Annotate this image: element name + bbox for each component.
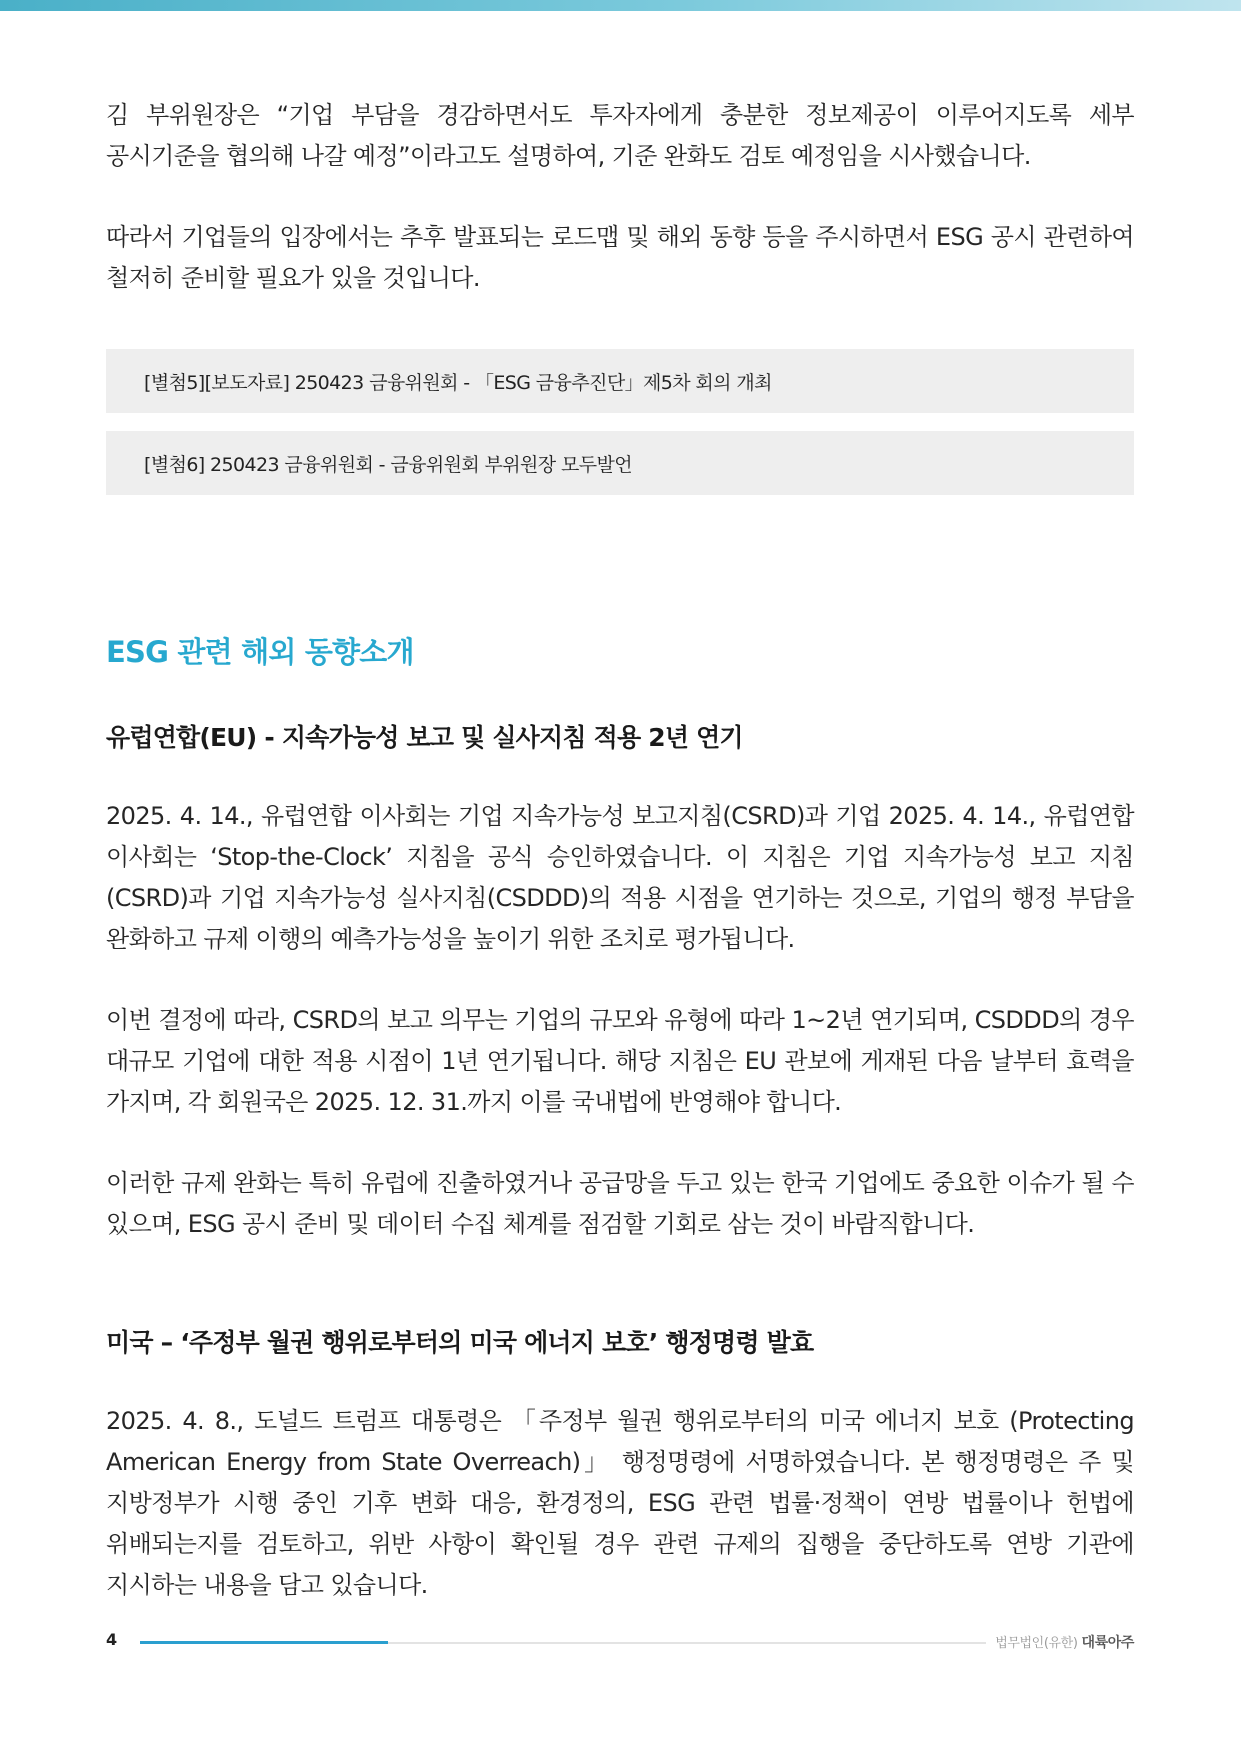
eu-paragraph-3: 이러한 규제 완화는 특히 유럽에 진출하였거나 공급망을 두고 있는 한국 기업에도 중요한 이슈가 될 수 있으며, ESG 공시 준비 및 데이터 수집 체계를 점검할 기회로 삼는 것이 바람직합니다.: [106, 1169, 1134, 1238]
firm-name: [995, 1632, 1134, 1652]
intro-paragraph-2: 따라서 기업들의 입장에서는 추후 발표되는 로드맵 및 해외 동향 등을 주시하면서 ESG 공시 관련하여 철저히 준비할 필요가 있을 것입니다.: [106, 223, 1134, 292]
footer-divider-accent: [140, 1641, 388, 1644]
intro-paragraph-1: 김 부위원장은 “기업 부담을 경감하면서도 투자자에게 충분한 정보제공이 이루어지도록 세부 공시기준을 협의해 나갈 예정”이라고도 설명하여, 기준 완화도 검토 예정임을 시사했습니다.: [106, 101, 1134, 170]
eu-paragraph-2: 이번 결정에 따라, CSRD의 보고 의무는 기업의 규모와 유형에 따라 1~2년 연기되며, CSDDD의 경우 대규모 기업에 대한 적용 시점이 1년 연기됩니다. 해당 지침은 EU 관보에 게재된 다음 날부터 효력을 가지며, 각 회원국은 2025. 12. 31.까지 이를 국내법에 반영해야 합니다.: [106, 1006, 1134, 1116]
attachment-label: [별첨5][보도자료] 250423 금융위원회 - 「ESG 금융추진단」제5차 회의 개최: [144, 371, 772, 394]
eu-section: [106, 718, 1134, 1245]
firm-brand: 대륙아주: [1081, 1635, 1134, 1651]
top-accent-bar: [0, 0, 1241, 11]
attachment-label: [별첨6] 250423 금융위원회 - 금융위원회 부위원장 모두발언: [144, 453, 633, 476]
eu-subtitle: 유럽연합(EU) - 지속가능성 보고 및 실사지침 적용 2년 연기: [106, 723, 743, 752]
eu-paragraph-1: 2025. 4. 14., 유럽연합 이사회는 기업 지속가능성 보고지침(CSRD)과 기업 2025. 4. 14., 유럽연합 이사회는 ‘Stop-the-Clock’ 지침을 공식 승인하였습니다. 이 지침은 기업 지속가능성 보고 지침(CSRD)과 기업 지속가능성 실사지침(CSDDD)의 적용 시점을 연기하는 것으로, 기업의 행정 부담을 완화하고 규제 이행의 예측가능성을 높이기 위한 조치로 평가됩니다.: [106, 802, 1134, 953]
section-title: ESG 관련 해외 동향소개: [106, 635, 414, 669]
attachment-item[interactable]: [106, 431, 1134, 495]
page-body: [106, 95, 1134, 495]
us-subtitle: 미국 – ‘주정부 월권 행위로부터의 미국 에너지 보호’ 행정명령 발효: [106, 1328, 814, 1357]
us-paragraph-1: 2025. 4. 8., 도널드 트럼프 대통령은 「주정부 월권 행위로부터의 미국 에너지 보호 (Protecting American Energy from State Overreach)」 행정명령에 서명하였습니다. 본 행정명령은 주 및 지방정부가 시행 중인 기후 변화 대응, 환경정의, ESG 관련 법률·정책이 연방 법률이나 헌법에 위배되는지를 검토하고, 위반 사항이 확인될 경우 관련 규제의 집행을 중단하도록 연방 기관에 지시하는 내용을 담고 있습니다.: [106, 1407, 1134, 1599]
us-section: [106, 1323, 1134, 1606]
page-number: 4: [106, 1630, 118, 1649]
page-footer: [106, 1630, 1134, 1654]
firm-prefix: 법무법인(유한): [995, 1636, 1078, 1651]
attachment-item[interactable]: [106, 349, 1134, 413]
